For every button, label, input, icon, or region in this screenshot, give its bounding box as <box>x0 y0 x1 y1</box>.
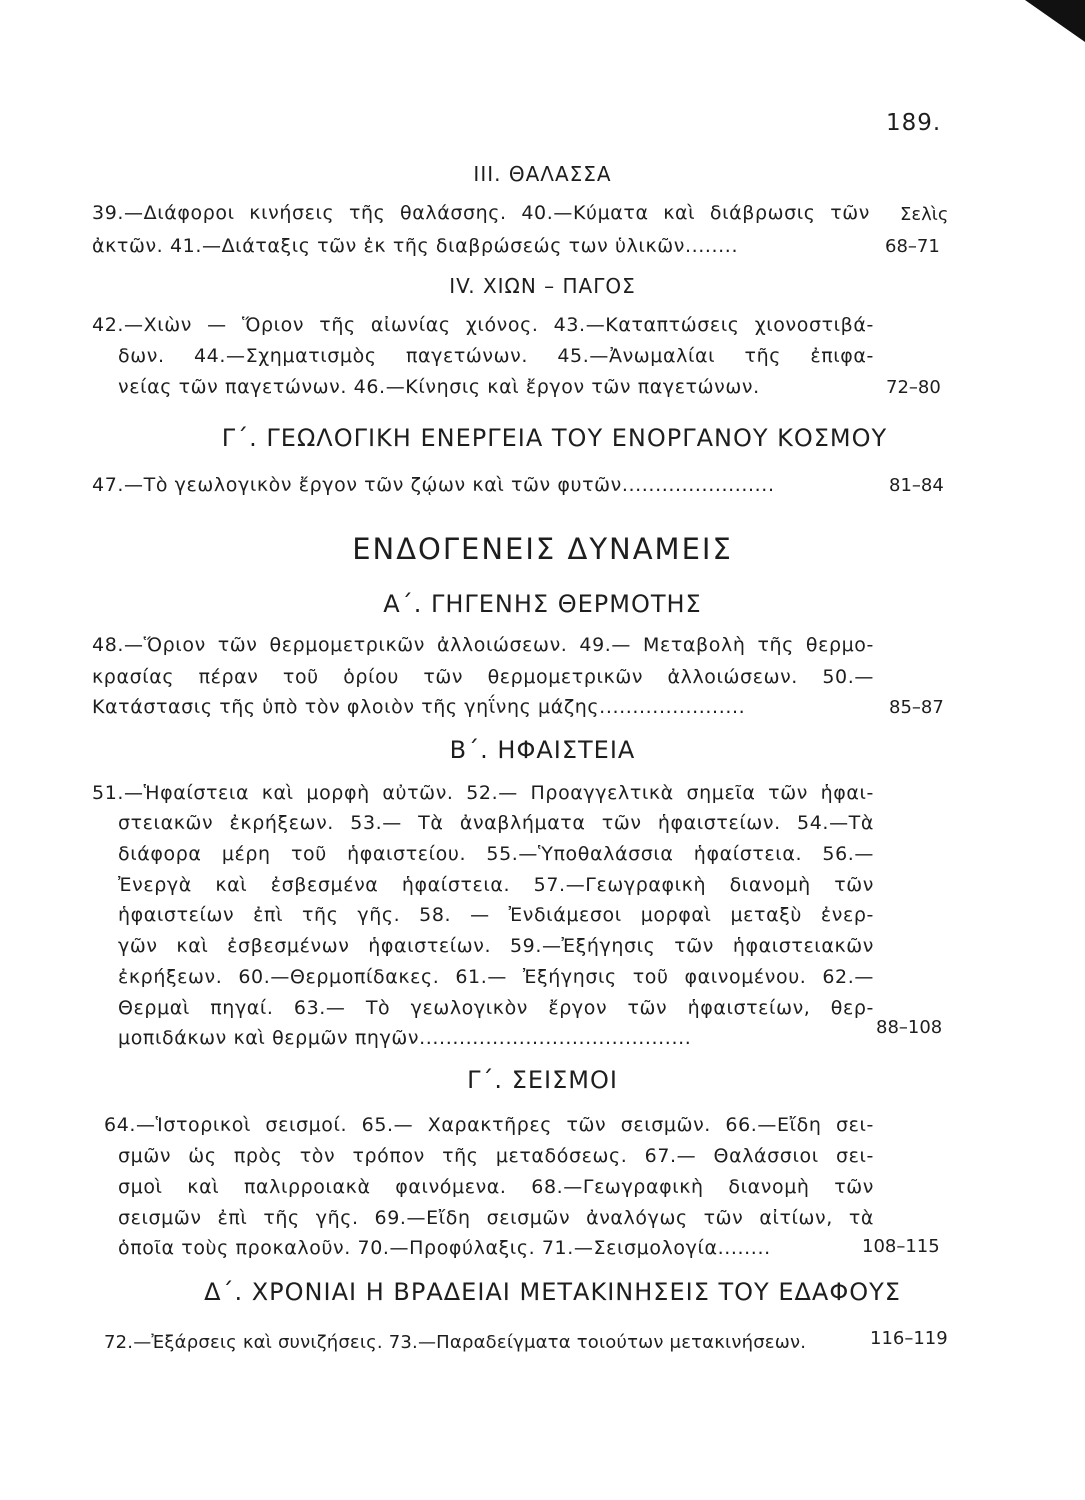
toc-line: σμῶν ὡς πρὸς τὸν τρόπον τῆς μεταδόσεως. 67.— Θαλάσσιοι σει- <box>118 1145 874 1167</box>
toc-line: διάφορα μέρη τοῦ ἡφαιστείου. 55.—Ὑποθαλάσσια ἡφαίστεια. 56.— <box>118 843 874 865</box>
page-column-label: Σελὶς <box>900 204 949 225</box>
toc-line: 72.—Ἐξάρσεις καὶ συνιζήσεις. 73.—Παραδείγματα τοιούτων μετακινήσεων. <box>104 1332 807 1353</box>
section-heading-organikos: Γ΄. ΓΕΩΛΟΓΙΚΗ ΕΝΕΡΓΕΙΑ ΤΟΥ ΕΝΟΡΓΑΝΟΥ ΚΟΣΜΟΥ <box>221 424 888 452</box>
section-heading-ifaisteia: Β΄. ΗΦΑΙΣΤΕΙΑ <box>449 736 636 764</box>
toc-line: ὁποῖα τοὺς προκαλοῦν. 70.—Προφύλαξις. 71.—Σεισμολογία........ <box>118 1237 771 1259</box>
toc-line: ἀκτῶν. 41.—Διάταξις τῶν ἐκ τῆς διαβρώσεώς των ὑλικῶν........ <box>92 235 739 257</box>
page-range: 88–108 <box>876 1017 943 1038</box>
section-heading-thermotis: Α΄. ΓΗΓΕΝΗΣ ΘΕΡΜΟΤΗΣ <box>383 590 702 618</box>
toc-line: μοπιδάκων καὶ θερμῶν πηγῶν......................................... <box>118 1027 692 1049</box>
toc-line: 47.—Τὸ γεωλογικὸν ἔργον τῶν ζῴων καὶ τῶν φυτῶν....................... <box>92 474 775 496</box>
toc-line: δων. 44.—Σχηματισμὸς παγετώνων. 45.—Ἀνωμαλίαι τῆς ἐπιφα- <box>118 345 874 367</box>
main-heading: ΕΝΔΟΓΕΝΕΙΣ ΔΥΝΑΜΕΙΣ <box>352 532 733 566</box>
toc-line: ἡφαιστείων ἐπὶ τῆς γῆς. 58. — Ἐνδιάμεσοι μορφαὶ μεταξὺ ἐνερ- <box>118 904 874 926</box>
scan-corner-shadow <box>1025 0 1085 42</box>
toc-line: 42.—Χιὼν — Ὅριον τῆς αἰωνίας χιόνος. 43.—Καταπτώσεις χιονοστιβά- <box>92 314 874 336</box>
toc-line: ἐκρήξεων. 60.—Θερμοπίδακες. 61.— Ἐξήγησις τοῦ φαινομένου. 62.— <box>118 966 874 988</box>
section-heading-seismoi: Γ΄. ΣΕΙΣΜΟΙ <box>467 1066 618 1094</box>
toc-line: Θερμαὶ πηγαί. 63.— Τὸ γεωλογικὸν ἔργον τῶν ἡφαιστείων, θερ- <box>118 997 874 1019</box>
toc-line: 48.—Ὅριον τῶν θερμομετρικῶν ἀλλοιώσεων. 49.— Μεταβολὴ τῆς θερμο- <box>92 634 874 656</box>
section-heading-thalassa: III. ΘΑΛΑΣΣΑ <box>473 162 612 186</box>
toc-line: σμοὶ καὶ παλιρροιακὰ φαινόμενα. 68.—Γεωγραφικὴ διανομὴ τῶν <box>118 1176 874 1198</box>
toc-line: Ἐνεργὰ καὶ ἐσβεσμένα ἡφαίστεια. 57.—Γεωγραφικὴ διανομὴ τῶν <box>118 874 874 896</box>
page-range: 68–71 <box>885 236 940 257</box>
page-range: 85–87 <box>889 697 944 718</box>
page-range: 81–84 <box>889 475 944 496</box>
toc-line: σεισμῶν ἐπὶ τῆς γῆς. 69.—Εἴδη σεισμῶν ἀναλόγως τῶν αἰτίων, τὰ <box>118 1207 874 1229</box>
toc-line: 64.—Ἱστορικοὶ σεισμοί. 65.— Χαρακτῆρες τῶν σεισμῶν. 66.—Εἴδη σει- <box>104 1114 874 1136</box>
section-heading-metakiniseis: Δ΄. ΧΡΟΝΙΑΙ Η ΒΡΑΔΕΙΑΙ ΜΕΤΑΚΙΝΗΣΕΙΣ ΤΟΥ ΕΔΑΦΟΥΣ <box>204 1278 901 1306</box>
page-range: 108–115 <box>862 1236 940 1257</box>
toc-line: στειακῶν ἐκρήξεων. 53.— Τὰ ἀναβλήματα τῶν ἡφαιστείων. 54.—Τὰ <box>118 812 874 834</box>
toc-line: γῶν καὶ ἐσβεσμένων ἡφαιστείων. 59.—Ἐξήγησις τῶν ἡφαιστειακῶν <box>118 935 874 957</box>
page-range: 116–119 <box>870 1328 948 1349</box>
toc-line: κρασίας πέραν τοῦ ὁρίου τῶν θερμομετρικῶν ἀλλοιώσεων. 50.— <box>92 666 874 688</box>
section-heading-chion: IV. ΧΙΩΝ – ΠΑΓΟΣ <box>449 274 636 298</box>
toc-line: Κατάστασις τῆς ὑπὸ τὸν φλοιὸν τῆς γηΐνης μάζης...................... <box>92 696 746 718</box>
toc-line: 51.—Ἡφαίστεια καὶ μορφὴ αὐτῶν. 52.— Προαγγελτικὰ σημεῖα τῶν ἡφαι- <box>92 782 874 804</box>
page-number: 189. <box>886 110 942 136</box>
toc-line: νείας τῶν παγετώνων. 46.—Κίνησις καὶ ἔργον τῶν παγετώνων. <box>118 376 760 398</box>
toc-line: 39.—Διάφοροι κινήσεις τῆς θαλάσσης. 40.—Κύματα καὶ διάβρωσις τῶν <box>92 202 870 224</box>
page-range: 72–80 <box>886 377 941 398</box>
